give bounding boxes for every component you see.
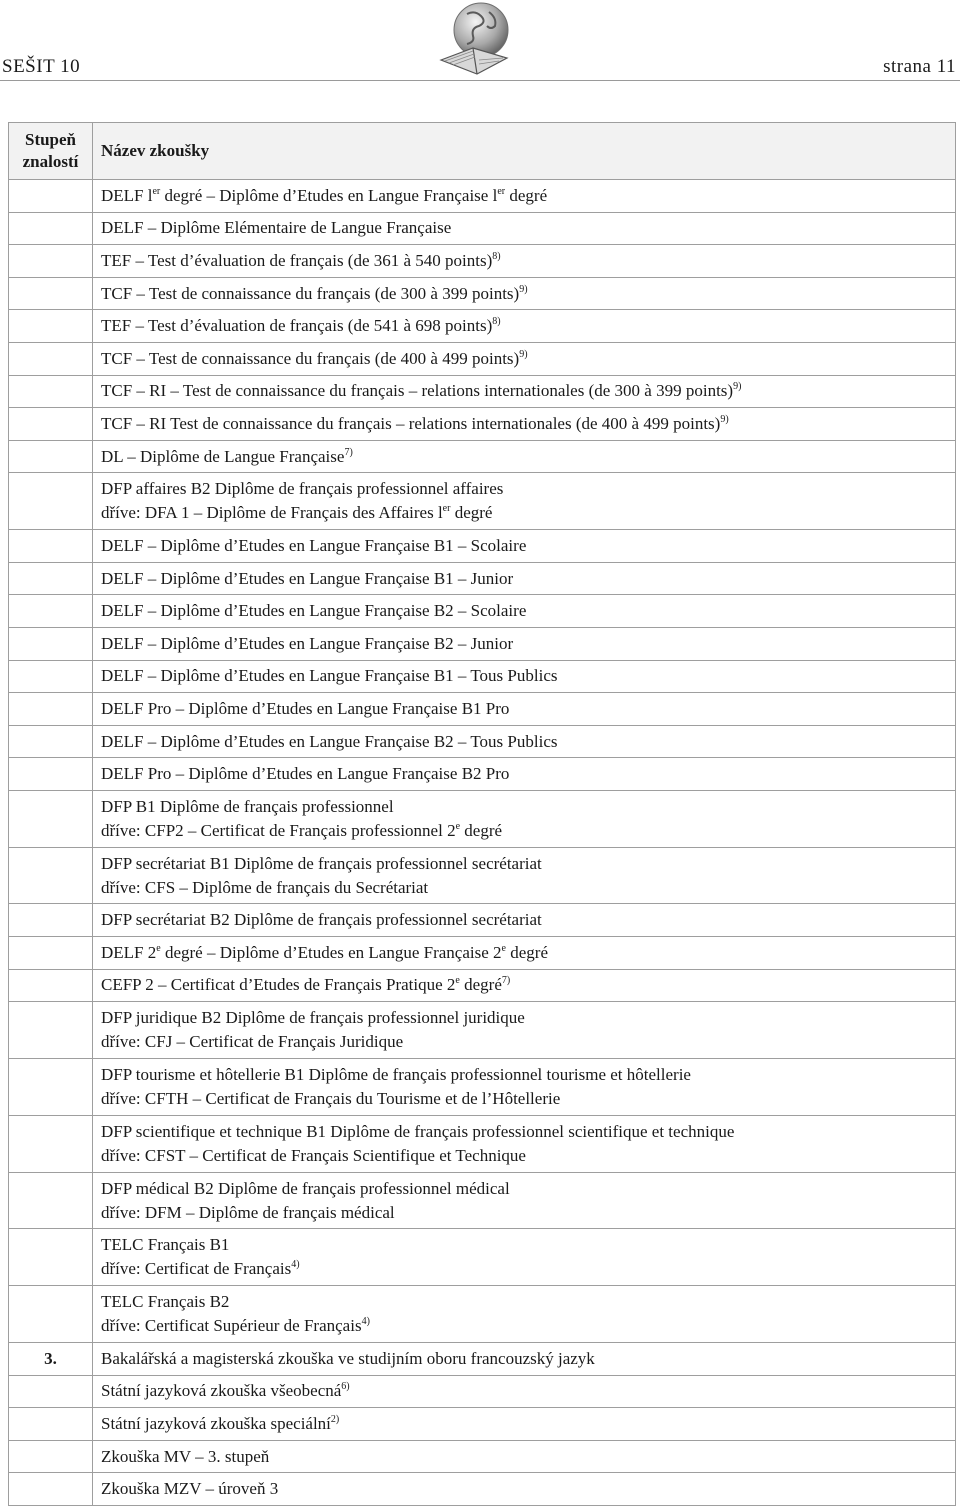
table-row [9, 342, 956, 375]
table-row [9, 693, 956, 726]
exam-name-text: DFP médical B2 Diplôme de français professionnel médical [101, 1178, 510, 1198]
table-row [9, 627, 956, 660]
exam-name-text: Státní jazyková zkouška všeobecná [101, 1381, 342, 1401]
footnote-mark: 9) [720, 413, 729, 425]
level-cell [9, 627, 93, 660]
exam-name-line [101, 730, 947, 754]
exam-name-cell [93, 277, 956, 310]
footnote-mark: 9) [519, 283, 528, 295]
exam-name-cell [93, 310, 956, 343]
exam-name-cell [93, 1375, 956, 1408]
level-cell [9, 245, 93, 278]
table-row [9, 245, 956, 278]
level-column-header [9, 123, 93, 180]
table-row [9, 440, 956, 473]
table-row [9, 375, 956, 408]
exam-name-text: DFP tourisme et hôtellerie B1 Diplôme de français professionnel tourisme et hôtellerie [101, 1064, 691, 1084]
exam-name-text: TCF – Test de connaissance du français (de 300 à 399 points) [101, 283, 520, 303]
exam-name-text: dříve: DFA 1 – Diplôme de Français des Affaires l [101, 503, 443, 523]
exam-name-line [101, 1233, 947, 1257]
footnote-mark: er [497, 185, 506, 197]
exam-name-cell [93, 473, 956, 530]
exam-name-line [101, 477, 947, 501]
footnote-mark: 2) [330, 1414, 340, 1426]
exam-name-line [101, 445, 947, 469]
table-header-row [9, 123, 956, 180]
exam-name-text: dříve: DFM – Diplôme de français médical [101, 1202, 395, 1222]
exam-name-cell [93, 595, 956, 628]
exam-name-text: DELF – Diplôme d’Etudes en Langue Française B1 – Tous Publics [101, 666, 558, 686]
table-row [9, 595, 956, 628]
table-row [9, 212, 956, 245]
level-cell [9, 1172, 93, 1229]
exam-name-text: TELC Français B1 [101, 1235, 230, 1255]
table-row [9, 180, 956, 213]
exam-name-line [101, 762, 947, 786]
exam-name-cell [93, 562, 956, 595]
exam-name-text: DFP affaires B2 Diplôme de français professionnel affaires [101, 479, 504, 499]
exam-name-line [101, 501, 947, 525]
exam-name-text: dříve: CFP2 – Certificat de Français professionnel 2 [101, 820, 456, 840]
exam-name-line [101, 1120, 947, 1144]
exam-name-text: degré [460, 820, 503, 840]
exam-name-cell [93, 530, 956, 563]
level-cell: 3. [9, 1343, 93, 1376]
exam-name-line [101, 282, 947, 306]
exam-name-text: dříve: CFTH – Certificat de Français du Tourisme et de l’Hôtellerie [101, 1088, 561, 1108]
exam-name-line [101, 1030, 947, 1054]
exam-name-text: DELF – Diplôme d’Etudes en Langue Française B1 – Scolaire [101, 535, 527, 555]
exam-name-line [101, 1201, 947, 1225]
footnote-mark: 8) [492, 316, 501, 328]
table-row [9, 937, 956, 970]
table-row [9, 790, 956, 847]
exam-name-text: Bakalářská a magisterská zkouška ve studijním oboru francouzský jazyk [101, 1348, 595, 1368]
exam-name-line [101, 1477, 947, 1501]
footnote-mark: e [501, 942, 506, 954]
exam-name-text: dříve: CFS – Diplôme de français du Secrétariat [101, 877, 429, 897]
name-column-header: Název zkoušky [93, 123, 956, 180]
level-cell [9, 310, 93, 343]
level-cell [9, 1440, 93, 1473]
level-cell [9, 847, 93, 904]
exam-name-text: DFP secrétariat B2 Diplôme de français professionnel secrétariat [101, 910, 542, 930]
footnote-mark: er [442, 503, 451, 515]
exam-name-text: DELF Pro – Diplôme d’Etudes en Langue Française B2 Pro [101, 764, 510, 784]
exam-name-cell [93, 1440, 956, 1473]
exam-name-text: TCF – RI Test de connaissance du français – relations internationales (de 400 à 499 points) [101, 413, 721, 433]
level-cell [9, 1375, 93, 1408]
exam-name-line [101, 379, 947, 403]
exam-name-text: DFP B1 Diplôme de français professionnel [101, 796, 394, 816]
exam-name-cell [93, 1473, 956, 1506]
exam-name-line [101, 1006, 947, 1030]
globe-book-icon [437, 0, 515, 80]
table-row [9, 1229, 956, 1286]
level-cell [9, 1229, 93, 1286]
exam-name-cell [93, 660, 956, 693]
exam-name-text: DELF – Diplôme d’Etudes en Langue Française B2 – Scolaire [101, 601, 527, 621]
level-cell [9, 1473, 93, 1506]
exam-name-text: DELF Pro – Diplôme d’Etudes en Langue Française B1 Pro [101, 698, 510, 718]
table-row [9, 969, 956, 1002]
level-header-word: znalostí [22, 152, 79, 171]
exam-name-text: degré [506, 942, 549, 962]
exam-name-line [101, 632, 947, 656]
footnote-mark: er [152, 185, 161, 197]
exam-name-cell [93, 1172, 956, 1229]
exam-name-cell [93, 758, 956, 791]
level-cell [9, 277, 93, 310]
exam-name-line [101, 1257, 947, 1281]
exam-table-body [9, 123, 956, 1506]
table-row [9, 847, 956, 904]
exam-name-cell [93, 440, 956, 473]
footnote-mark: e [455, 820, 461, 832]
table-row [9, 660, 956, 693]
header-divider [0, 80, 960, 81]
exam-name-text: TCF – RI – Test de connaissance du français – relations internationales (de 300 à 399 points) [101, 381, 734, 401]
table-row [9, 1172, 956, 1229]
exam-name-text: DELF l [101, 185, 153, 205]
exam-name-text: DL – Diplôme de Langue Française [101, 446, 345, 466]
exam-name-text: Státní jazyková zkouška speciální [101, 1414, 331, 1434]
level-cell [9, 969, 93, 1002]
exam-name-line [101, 1379, 947, 1403]
level-cell [9, 408, 93, 441]
exam-name-cell [93, 1002, 956, 1059]
exam-name-line [101, 1177, 947, 1201]
table-row [9, 1408, 956, 1441]
exam-name-text: TELC Français B2 [101, 1292, 230, 1312]
level-cell [9, 693, 93, 726]
level-cell [9, 1408, 93, 1441]
level-cell [9, 562, 93, 595]
exam-name-line [101, 876, 947, 900]
table-row [9, 725, 956, 758]
exam-name-cell [93, 790, 956, 847]
exam-name-line [101, 249, 947, 273]
exam-name-line [101, 697, 947, 721]
level-cell [9, 180, 93, 213]
exam-name-line [101, 1314, 947, 1338]
exam-name-cell [93, 937, 956, 970]
table-row [9, 758, 956, 791]
exam-name-text: CEFP 2 – Certificat d’Etudes de Français Pratique 2 [101, 975, 456, 995]
exam-name-text: DELF – Diplôme d’Etudes en Langue Française B1 – Junior [101, 568, 514, 588]
level-cell [9, 790, 93, 847]
level-cell [9, 937, 93, 970]
exam-name-cell [93, 1408, 956, 1441]
exam-name-line [101, 1290, 947, 1314]
table-row [9, 1059, 956, 1116]
table-row [9, 530, 956, 563]
exam-name-text: DFP juridique B2 Diplôme de français professionnel juridique [101, 1008, 525, 1028]
level-header-word: Stupeň [24, 130, 77, 149]
exam-name-text: TEF – Test d’évaluation de français (de 361 à 540 points) [101, 250, 493, 270]
exam-name-line [101, 941, 947, 965]
exam-name-line [101, 314, 947, 338]
exam-name-text: DELF – Diplôme Elémentaire de Langue Française [101, 218, 452, 238]
exam-name-line [101, 1347, 947, 1371]
exam-name-text: dříve: Certificat de Français [101, 1259, 292, 1279]
level-cell [9, 1059, 93, 1116]
exam-name-text: degré [459, 975, 502, 995]
exam-name-line [101, 1445, 947, 1469]
exam-name-line [101, 534, 947, 558]
exam-name-text: dříve: Certificat Supérieur de Français [101, 1316, 362, 1336]
exam-name-text: DELF – Diplôme d’Etudes en Langue Française B2 – Tous Publics [101, 731, 558, 751]
exam-name-cell [93, 1286, 956, 1343]
level-cell [9, 725, 93, 758]
exam-name-cell [93, 847, 956, 904]
exam-name-text: Zkouška MV – 3. stupeň [101, 1446, 270, 1466]
exam-name-line [101, 347, 947, 371]
table-row [9, 1115, 956, 1172]
table-row [9, 1343, 956, 1376]
exam-name-line [101, 184, 947, 208]
exam-name-line [101, 599, 947, 623]
exam-name-line [101, 1087, 947, 1111]
footnote-mark: 4) [291, 1259, 300, 1271]
footnote-mark: 7) [501, 975, 511, 987]
exam-name-text: degré [450, 503, 493, 523]
level-cell [9, 375, 93, 408]
level-cell [9, 1286, 93, 1343]
exam-table [8, 122, 956, 1506]
exam-name-line [101, 1412, 947, 1436]
table-row [9, 904, 956, 937]
exam-name-line [101, 819, 947, 843]
level-cell [9, 1115, 93, 1172]
level-cell [9, 212, 93, 245]
exam-name-cell [93, 245, 956, 278]
table-row [9, 562, 956, 595]
level-cell [9, 342, 93, 375]
page-header [0, 0, 960, 82]
table-row [9, 1375, 956, 1408]
footnote-mark: 9) [519, 348, 528, 360]
exam-name-cell [93, 212, 956, 245]
level-cell [9, 595, 93, 628]
exam-name-cell [93, 904, 956, 937]
exam-name-text: degré – Diplôme d’Etudes en Langue Française 2 [160, 942, 502, 962]
exam-name-text: DELF – Diplôme d’Etudes en Langue Française B2 – Junior [101, 633, 514, 653]
table-row [9, 277, 956, 310]
table-row [9, 1440, 956, 1473]
footnote-mark: e [455, 975, 460, 987]
exam-name-text: degré [505, 185, 548, 205]
exam-name-line [101, 852, 947, 876]
exam-name-text: DELF 2 [101, 942, 157, 962]
exam-name-cell [93, 375, 956, 408]
exam-name-line [101, 216, 947, 240]
exam-name-line [101, 795, 947, 819]
exam-name-text: Zkouška MZV – úroveň 3 [101, 1479, 279, 1499]
level-cell [9, 1002, 93, 1059]
exam-name-line [101, 1063, 947, 1087]
issue-label: SEŠIT 10 [2, 56, 81, 77]
footnote-mark: 6) [341, 1381, 350, 1393]
table-row [9, 310, 956, 343]
exam-name-cell [93, 627, 956, 660]
level-cell [9, 904, 93, 937]
level-cell [9, 440, 93, 473]
table-row [9, 1473, 956, 1506]
exam-name-cell [93, 725, 956, 758]
level-cell [9, 758, 93, 791]
exam-name-line [101, 412, 947, 436]
footnote-mark: 4) [361, 1316, 370, 1328]
exam-name-cell [93, 1229, 956, 1286]
exam-name-text: dříve: CFJ – Certificat de Français Juridique [101, 1032, 404, 1052]
exam-name-text: DFP secrétariat B1 Diplôme de français professionnel secrétariat [101, 853, 542, 873]
table-row [9, 1002, 956, 1059]
exam-name-text: degré – Diplôme d’Etudes en Langue Française l [160, 185, 498, 205]
exam-name-text: DFP scientifique et technique B1 Diplôme de français professionnel scientifique et technique [101, 1121, 735, 1141]
exam-name-cell [93, 693, 956, 726]
footnote-mark: 9) [733, 381, 742, 393]
exam-name-text: dříve: CFST – Certificat de Français Scientifique et Technique [101, 1145, 526, 1165]
table-row [9, 473, 956, 530]
exam-name-cell [93, 408, 956, 441]
level-cell [9, 473, 93, 530]
footnote-mark: 7) [344, 446, 353, 458]
exam-name-cell [93, 342, 956, 375]
page-number: strana 11 [883, 56, 956, 77]
exam-name-line [101, 664, 947, 688]
table-row [9, 408, 956, 441]
exam-name-cell [93, 1115, 956, 1172]
exam-name-cell [93, 969, 956, 1002]
exam-name-line [101, 567, 947, 591]
table-row [9, 1286, 956, 1343]
exam-name-line [101, 908, 947, 932]
exam-name-cell [93, 1059, 956, 1116]
level-cell [9, 660, 93, 693]
level-cell [9, 530, 93, 563]
exam-name-cell [93, 180, 956, 213]
exam-name-cell [93, 1343, 956, 1376]
footnote-mark: 8) [492, 250, 501, 262]
footnote-mark: e [156, 942, 161, 954]
exam-name-text: TCF – Test de connaissance du français (de 400 à 499 points) [101, 348, 520, 368]
exam-name-line [101, 1144, 947, 1168]
exam-name-line [101, 973, 947, 997]
exam-name-text: TEF – Test d’évaluation de français (de 541 à 698 points) [101, 316, 493, 336]
